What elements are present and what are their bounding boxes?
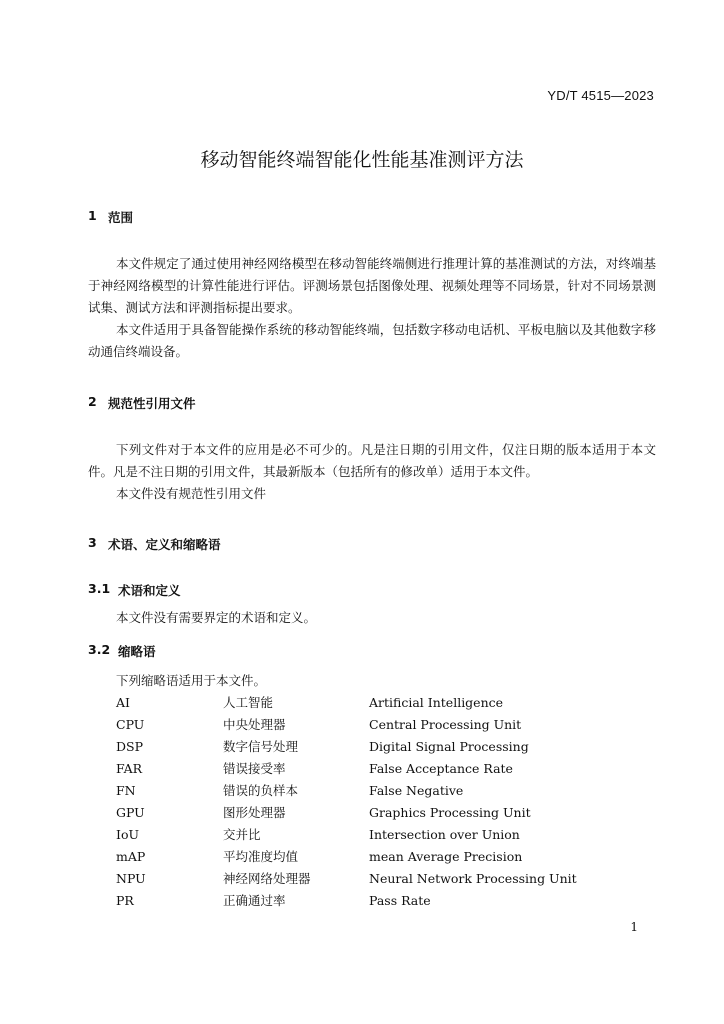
abbreviation: PR <box>116 893 134 908</box>
section-1-heading <box>88 208 133 226</box>
abbreviation: FAR <box>116 761 143 776</box>
english-term: Intersection over Union <box>369 827 520 842</box>
english-term: Central Processing Unit <box>369 717 522 732</box>
abbreviation-row <box>116 736 596 758</box>
abbreviation: mAP <box>116 849 146 864</box>
section-number: 2 <box>88 394 97 409</box>
section-number: 1 <box>88 208 97 223</box>
chinese-term: 正确通过率 <box>223 893 286 908</box>
section-title: 规范性引用文件 <box>108 396 196 411</box>
section-3-2-heading <box>88 642 156 660</box>
section-3-1-heading <box>88 581 181 599</box>
abbreviation-row <box>116 714 596 736</box>
section-title: 术语和定义 <box>118 583 181 598</box>
abbreviation-row <box>116 868 596 890</box>
abbreviation: NPU <box>116 871 146 886</box>
section-number: 3 <box>88 535 97 550</box>
chinese-term: 神经网络处理器 <box>223 871 311 886</box>
document-title: 移动智能终端智能化性能基准测评方法 <box>200 149 524 171</box>
chinese-term: 中央处理器 <box>223 717 286 732</box>
chinese-term: 人工智能 <box>223 695 274 710</box>
section-number: 3.2 <box>88 642 111 657</box>
section-3-heading <box>88 535 221 553</box>
abbreviation: IoU <box>116 827 139 842</box>
section-title: 缩略语 <box>118 644 156 659</box>
abbreviation-list <box>116 692 596 912</box>
abbreviation-row <box>116 758 596 780</box>
english-term: Neural Network Processing Unit <box>369 871 577 886</box>
chinese-term: 错误接受率 <box>223 761 286 776</box>
english-term: Pass Rate <box>369 893 431 908</box>
abbreviation-row <box>116 802 596 824</box>
english-term: Digital Signal Processing <box>369 739 529 754</box>
section-title: 范围 <box>108 210 134 225</box>
abbreviation: DSP <box>116 739 143 754</box>
chinese-term: 交并比 <box>223 827 261 842</box>
english-term: False Negative <box>369 783 464 798</box>
abbreviation-row <box>116 890 596 912</box>
section-number: 3.1 <box>88 581 111 596</box>
paragraph: 本文件规定了通过使用神经网络模型在移动智能终端侧进行推理计算的基准测试的方法，对终端基于神经网络模型的计算性能进行评估。评测场景包括图像处理、视频处理等不同场景，针对不同场景测试集、测试方法和评测指标提出要求。 <box>88 256 656 315</box>
abbreviation: CPU <box>116 717 145 732</box>
abbreviation-row <box>116 692 596 714</box>
english-term: False Acceptance Rate <box>369 761 513 776</box>
chinese-term: 平均准度均值 <box>223 849 299 864</box>
page-number: 1 <box>630 920 638 934</box>
paragraph: 本文件没有需要界定的术语和定义。 <box>116 610 317 625</box>
english-term: mean Average Precision <box>369 849 523 864</box>
english-term: Graphics Processing Unit <box>369 805 531 820</box>
abbreviation: GPU <box>116 805 145 820</box>
paragraph: 下列文件对于本文件的应用是必不可少的。凡是注日期的引用文件，仅注日期的版本适用于本文件。凡是不注日期的引用文件，其最新版本（包括所有的修改单）适用于本文件。 <box>88 442 656 479</box>
abbreviation: AI <box>116 695 130 710</box>
abbreviation-row <box>116 824 596 846</box>
abbreviation-row <box>116 846 596 868</box>
paragraph: 本文件没有规范性引用文件 <box>116 486 267 501</box>
english-term: Artificial Intelligence <box>369 695 504 710</box>
paragraph: 本文件适用于具备智能操作系统的移动智能终端，包括数字移动电话机、平板电脑以及其他数字移动通信终端设备。 <box>88 322 656 359</box>
standard-code: YD/T 4515—2023 <box>547 88 654 103</box>
abbreviations-intro: 下列缩略语适用于本文件。 <box>116 673 267 688</box>
section-2-heading <box>88 394 196 412</box>
chinese-term: 图形处理器 <box>223 805 286 820</box>
abbreviation-row <box>116 780 596 802</box>
section-title: 术语、定义和缩略语 <box>108 537 221 552</box>
abbreviation: FN <box>116 783 136 798</box>
chinese-term: 数字信号处理 <box>223 739 299 754</box>
chinese-term: 错误的负样本 <box>223 783 299 798</box>
